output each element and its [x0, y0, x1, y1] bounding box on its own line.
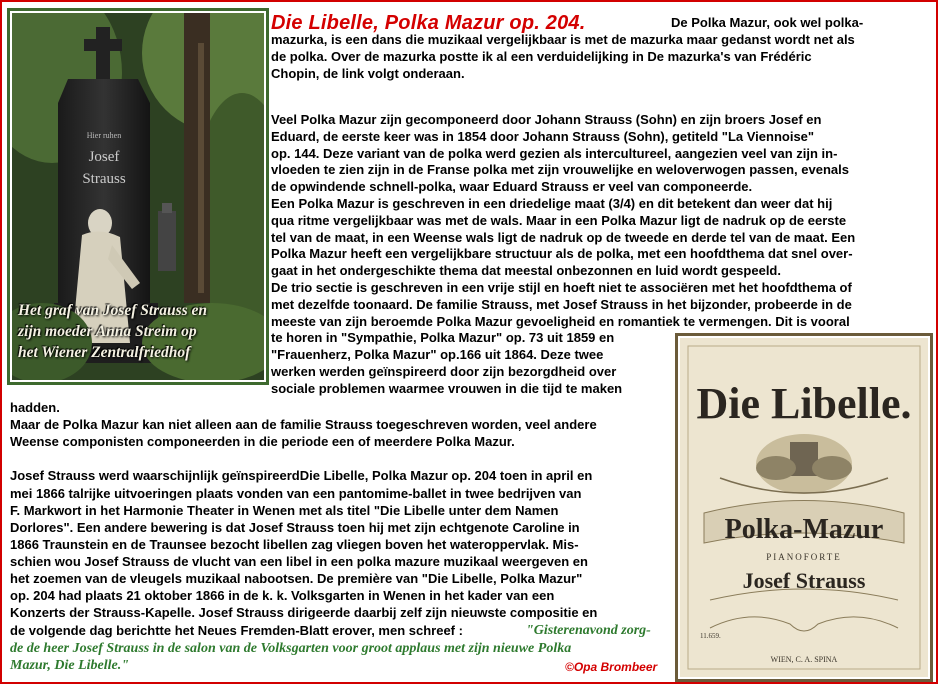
full-line-3: Weense componisten componeerden in die periode een of meerdere Polka Mazur.	[10, 434, 515, 450]
body-line-8: tel van de maat, in een Weense wals ligt de nadruk op de tweede en derde tel van de maat. Een	[271, 229, 856, 245]
full-line-2: Maar de Polka Mazur kan niet alleen aan de familie Strauss toegeschreven worden, veel andere	[10, 417, 597, 433]
body-line-9: Polka Mazur heeft een vergelijkbare structuur als de polka, met een hoofdthema dat snel over-	[271, 246, 853, 262]
cover-illustration	[680, 338, 928, 677]
full-line-10: schien wou Josef Strauss de vlucht van een libel in een polka mazure muzikaal weergeven en	[10, 553, 588, 569]
stone-text-1: Hier ruhen	[86, 131, 122, 140]
quote-first: "Gisterenavond zorg-	[526, 623, 651, 638]
sheet-music-cover	[678, 336, 930, 679]
body-line-10: gaat in het ondergeschikte thema dat meestal onbezonnen en luid wordt gespeeld.	[271, 263, 781, 279]
full-line-1: hadden.	[10, 400, 60, 415]
body-line-2: Eduard, de eerste keer was in 1854 door Johann Strauss (Sohn), getiteld "La Viennoise"	[271, 128, 815, 144]
body-line-4: vloeden te zien zijn in de Franse polka met zijn vrouwelijke en weloverwogen passen, evenals	[271, 162, 849, 178]
stone-text-3: Strauss	[82, 171, 126, 187]
body-line-13: meeste van zijn beroemde Polka Mazur gevoeligheid en romantiek te vermengen. Dit is vooral	[271, 313, 850, 329]
cover-title: Die Libelle.	[696, 379, 912, 428]
cover-composer: Josef Strauss	[742, 568, 866, 593]
body-line-11: De trio sectie is geschreven in een vrije stijl en hoeft niet te associëren met het hoofdthema of	[271, 280, 852, 295]
photo-caption-line-3: het Wiener Zentralfriedhof	[18, 344, 191, 361]
full-line-11: het zoemen van de vleugels muzikaal nabootsen. De première van "Die Libelle, Polka Mazur"	[10, 571, 583, 586]
photo-caption-line-2: zijn moeder Anna Streim op	[18, 323, 197, 340]
cover-for: PIANOFORTE	[766, 552, 842, 562]
intro-line-1: mazurka, is een dans die muzikaal vergelijkbaar is met de mazurka maar gedanst wordt net als	[271, 32, 855, 47]
intro-line-2: de polka. Over de mazurka postte ik al een verduidelijking in De mazurka's van Frédéric	[271, 48, 812, 64]
full-line-8: Dorlores". Een andere bewering is dat Josef Strauss toen hij met zijn echtgenote Caroline in	[10, 519, 580, 535]
body-line-12: met dezelfde toonaard. De familie Strauss, met Josef Strauss in het bijzonder, probeerde in de	[271, 296, 852, 312]
full-line-13: Konzerts der Strauss-Kapelle. Josef Strauss dirigeerde daarbij zelf zijn nieuwste compositie en	[10, 605, 598, 621]
quote-line-3: Mazur, Die Libelle."	[10, 658, 129, 673]
body-line-1: Veel Polka Mazur zijn gecomponeerd door Johann Strauss (Sohn) en zijn broers Josef en	[271, 112, 822, 127]
full-line-7: F. Markwort in het Harmonie Theater in Wenen met als titel "Die Libelle unter dem Namen	[10, 502, 559, 518]
intro-first-line: De Polka Mazur, ook wel polka-	[671, 15, 864, 30]
cover-subtitle: Polka-Mazur	[724, 514, 884, 545]
full-line-6: mei 1866 talrijke uitvoeringen plaats vonden van een pantomime-ballet in twee bedrijven van	[10, 485, 582, 501]
cover-publisher: WIEN, C. A. SPINA	[770, 655, 838, 664]
full-line-12: op. 204 had plaats 21 oktober 1866 in de k. k. Volksgarten in Wenen in het kader van een	[10, 588, 555, 604]
body-line-7: qua ritme vergelijkbaar was met de wals. Maar in een Polka Mazur ligt de nadruk op de eerste	[271, 212, 847, 228]
body-line-3: op. 144. Deze variant van de polka werd gezien als intercultureel, aangezien veel van zijn in-	[271, 145, 838, 161]
article-title: Die Libelle, Polka Mazur op. 204.	[271, 12, 586, 34]
last-line-lead: de volgende dag berichtte het Neues Fremden-Blatt erover, men schreef :	[10, 623, 463, 638]
credit: ©Opa Brombeer	[565, 660, 658, 674]
body-line-5: de opwindende schnell-polka, waar Eduard Strauss er veel van componeerde.	[271, 179, 753, 195]
body-line-17: sociale problemen waarmee vrouwen in die tijd te maken	[271, 380, 623, 396]
body-line-16: werken werden geïnspireerd door zijn bezorgdheid over	[271, 364, 617, 379]
body-line-14: te horen in "Sympathie, Polka Mazur" op. 73 uit 1859 en	[271, 330, 615, 346]
body-line-15: "Frauenherz, Polka Mazur" op.166 uit 1864. Deze twee	[271, 347, 604, 363]
body-line-6: Een Polka Mazur is geschreven in een driedelige maat (3/4) en dit betekent dan weer dat hij	[271, 196, 833, 211]
full-line-5: Josef Strauss werd waarschijnlijk geïnspireerdDie Libelle, Polka Mazur op. 204 toen in april en	[10, 468, 593, 484]
grave-photo	[10, 11, 266, 382]
stone-text-2: Josef	[88, 149, 120, 165]
intro-line-3: Chopin, de link volgt onderaan.	[271, 65, 465, 81]
quote-line-2: de de heer Josef Strauss in de salon van de Volksgarten voor groot applaus met zijn nieuwe Polka	[10, 641, 572, 656]
photo-caption-line-1: Het graf van Josef Strauss en	[18, 302, 208, 319]
cover-plate: 11.659.	[700, 632, 721, 640]
full-line-9: 1866 Traunstein en de Traunsee bezocht libellen zag vliegen boven het wateroppervlak. Mis-	[10, 536, 579, 552]
